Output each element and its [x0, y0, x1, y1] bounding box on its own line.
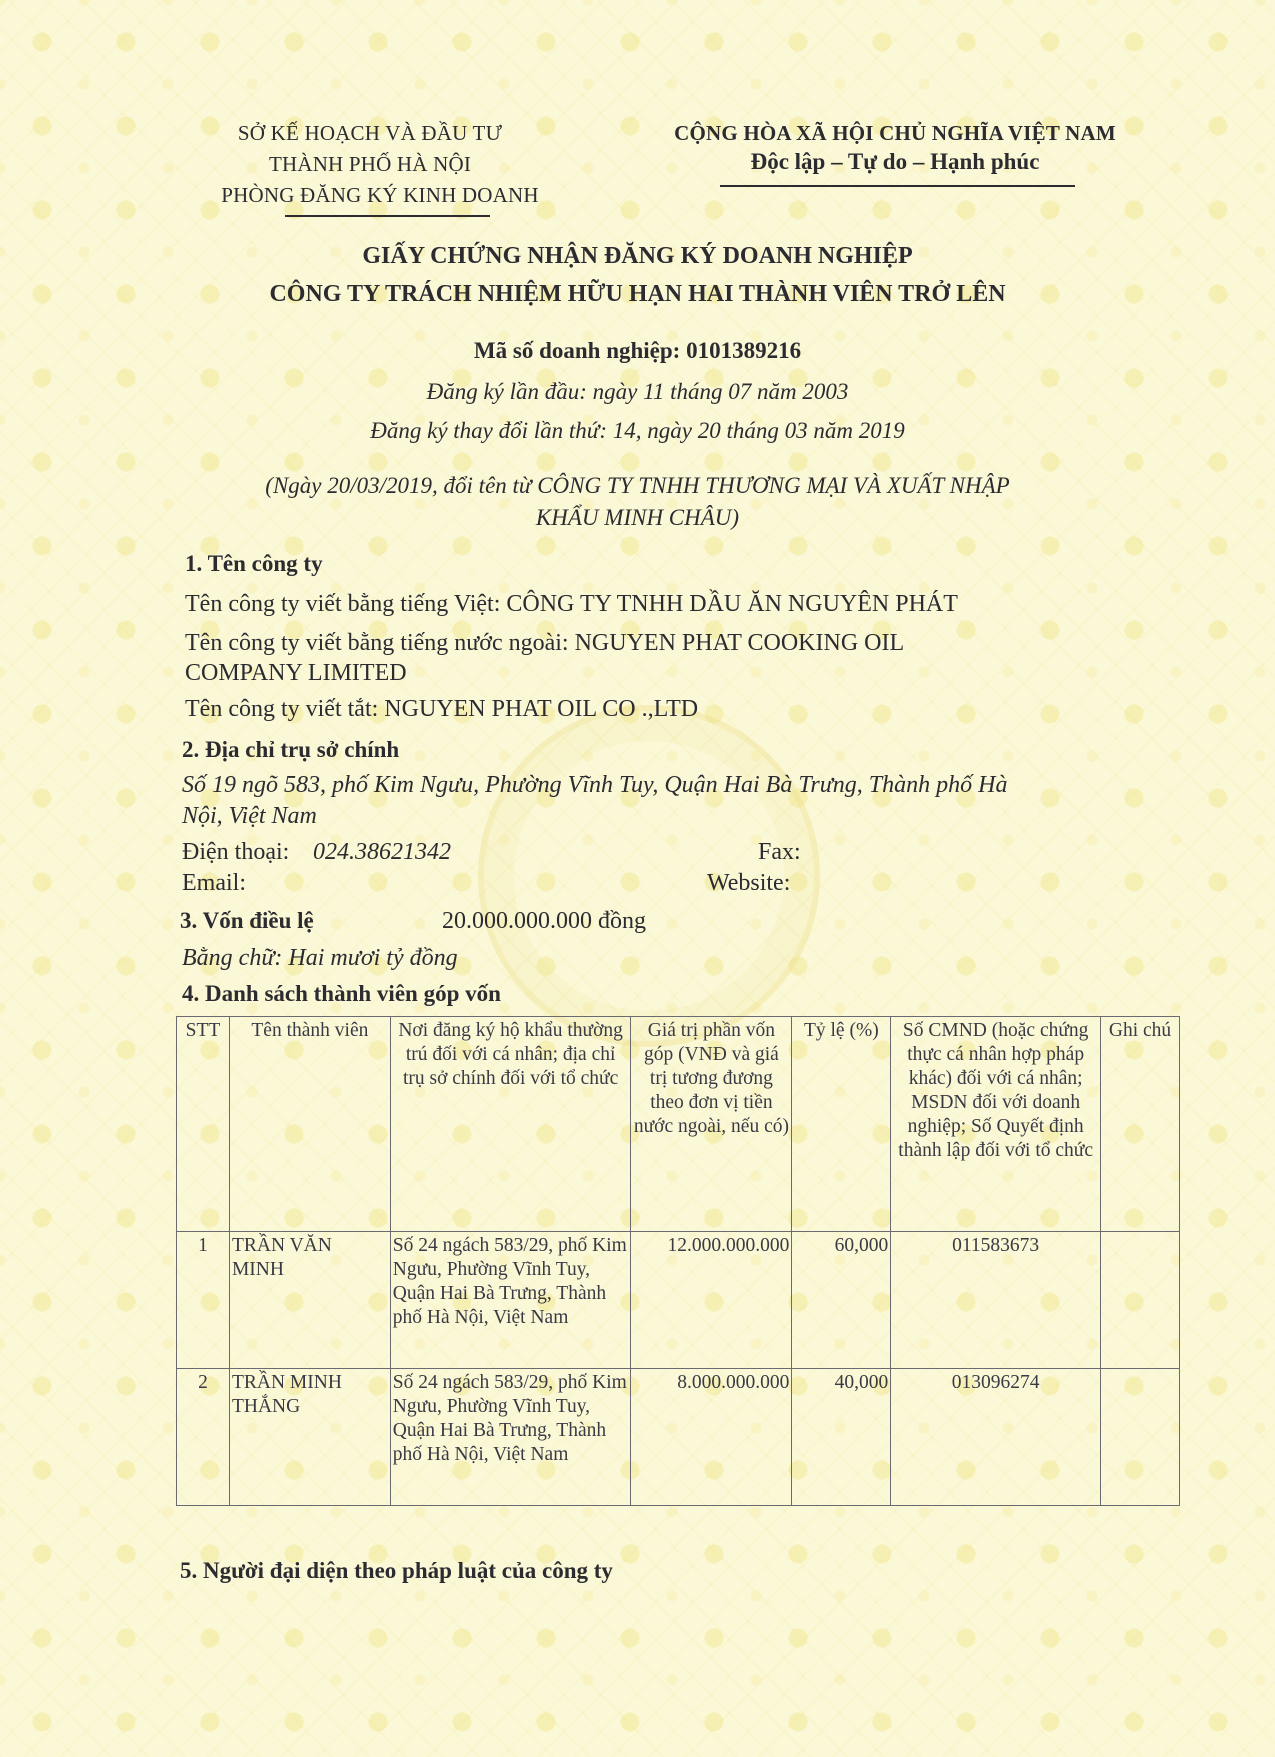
- section4-heading: 4. Danh sách thành viên góp vốn: [182, 981, 501, 1006]
- row-member-name: TRẦN MINH THẮNG: [229, 1369, 390, 1506]
- header-department: SỞ KẾ HOẠCH VÀ ĐẦU TƯ: [237, 121, 503, 145]
- row-ratio: 60,000: [792, 1232, 891, 1369]
- row-id-number: 013096274: [891, 1369, 1101, 1506]
- change-registration: Đăng ký thay đổi lần thứ: 14, ngày 20 tháng 03 năm 2019: [370, 418, 905, 443]
- col-header-id-number: Số CMND (hoặc chứng thực cá nhân hợp pháp khác) đối với cá nhân; MSDN đối với doanh nghiệp; Số Quyết định thành lập đối với tổ chức: [891, 1017, 1101, 1232]
- fax-label: Fax:: [758, 839, 801, 865]
- col-header-ratio: Tỷ lệ (%): [792, 1017, 891, 1232]
- header-right-underline: [720, 185, 1075, 187]
- phone-label: Điện thoại:: [182, 839, 290, 865]
- row-stt: 2: [177, 1369, 230, 1506]
- short-name: Tên công ty viết tắt: NGUYEN PHAT OIL CO .,LTD: [185, 696, 699, 722]
- vietnamese-name: Tên công ty viết bằng tiếng Việt: CÔNG TY TNHH DẦU ĂN NGUYÊN PHÁT: [185, 591, 958, 617]
- section1-heading: 1. Tên công ty: [185, 551, 323, 576]
- phone-value: 024.38621342: [313, 839, 451, 865]
- capital-in-words: Bằng chữ: Hai mươi tỷ đồng: [182, 945, 458, 971]
- address-line1: Số 19 ngõ 583, phố Kim Ngưu, Phường Vĩnh Tuy, Quận Hai Bà Trưng, Thành phố Hà: [182, 772, 1008, 798]
- col-header-member-name: Tên thành viên: [229, 1017, 390, 1232]
- table-row: [177, 1232, 1180, 1369]
- rename-note-line1: (Ngày 20/03/2019, đổi tên từ CÔNG TY TNHH THƯƠNG MẠI VÀ XUẤT NHẬP: [265, 473, 1010, 498]
- section2-heading: 2. Địa chỉ trụ sở chính: [182, 737, 400, 762]
- email-label: Email:: [182, 870, 246, 896]
- address-line2: Nội, Việt Nam: [182, 803, 317, 829]
- row-stt: 1: [177, 1232, 230, 1369]
- col-header-note: Ghi chú: [1101, 1017, 1180, 1232]
- header-motto: Độc lập – Tự do – Hạnh phúc: [750, 149, 1040, 174]
- members-table: [176, 1016, 1180, 1506]
- col-header-stt: STT: [177, 1017, 230, 1232]
- website-label: Website:: [707, 870, 791, 896]
- row-ratio: 40,000: [792, 1369, 891, 1506]
- header-country: CỘNG HÒA XÃ HỘI CHỦ NGHĨA VIỆT NAM: [674, 121, 1116, 145]
- charter-capital: 20.000.000.000 đồng: [442, 908, 646, 934]
- col-header-capital: Giá trị phần vốn góp (VNĐ và giá trị tương đương theo đơn vị tiền nước ngoài, nếu có): [631, 1017, 792, 1232]
- row-capital: 8.000.000.000: [631, 1369, 792, 1506]
- row-note: [1101, 1369, 1180, 1506]
- row-address: Số 24 ngách 583/29, phố Kim Ngưu, Phường Vĩnh Tuy, Quận Hai Bà Trưng, Thành phố Hà Nội, Việt Nam: [390, 1369, 631, 1506]
- row-address: Số 24 ngách 583/29, phố Kim Ngưu, Phường Vĩnh Tuy, Quận Hai Bà Trưng, Thành phố Hà Nội, Việt Nam: [390, 1232, 631, 1369]
- row-capital: 12.000.000.000: [631, 1232, 792, 1369]
- table-header-row: [177, 1017, 1180, 1232]
- first-registration: Đăng ký lần đầu: ngày 11 tháng 07 năm 2003: [426, 379, 849, 404]
- header-left-underline: [285, 215, 490, 217]
- col-header-address: Nơi đăng ký hộ khẩu thường trú đối với cá nhân; địa chỉ trụ sở chính đối với tổ chức: [390, 1017, 631, 1232]
- certificate-title: GIẤY CHỨNG NHẬN ĐĂNG KÝ DOANH NGHIỆP: [362, 243, 913, 269]
- header-city: THÀNH PHỐ HÀ NỘI: [268, 152, 472, 176]
- header-office: PHÒNG ĐĂNG KÝ KINH DOANH: [221, 183, 539, 207]
- enterprise-code: Mã số doanh nghiệp: 0101389216: [473, 338, 802, 363]
- foreign-name-line1: Tên công ty viết bằng tiếng nước ngoài: NGUYEN PHAT COOKING OIL: [185, 630, 905, 656]
- row-id-number: 011583673: [891, 1232, 1101, 1369]
- section3-heading: 3. Vốn điều lệ: [180, 908, 314, 933]
- section5-heading: 5. Người đại diện theo pháp luật của công ty: [180, 1558, 613, 1583]
- rename-note-line2: KHẨU MINH CHÂU): [535, 505, 740, 530]
- row-member-name: TRẦN VĂN MINH: [229, 1232, 390, 1369]
- company-type: CÔNG TY TRÁCH NHIỆM HỮU HẠN HAI THÀNH VIÊN TRỞ LÊN: [269, 281, 1006, 307]
- foreign-name-line2: COMPANY LIMITED: [185, 660, 407, 686]
- table-row: [177, 1369, 1180, 1506]
- row-note: [1101, 1232, 1180, 1369]
